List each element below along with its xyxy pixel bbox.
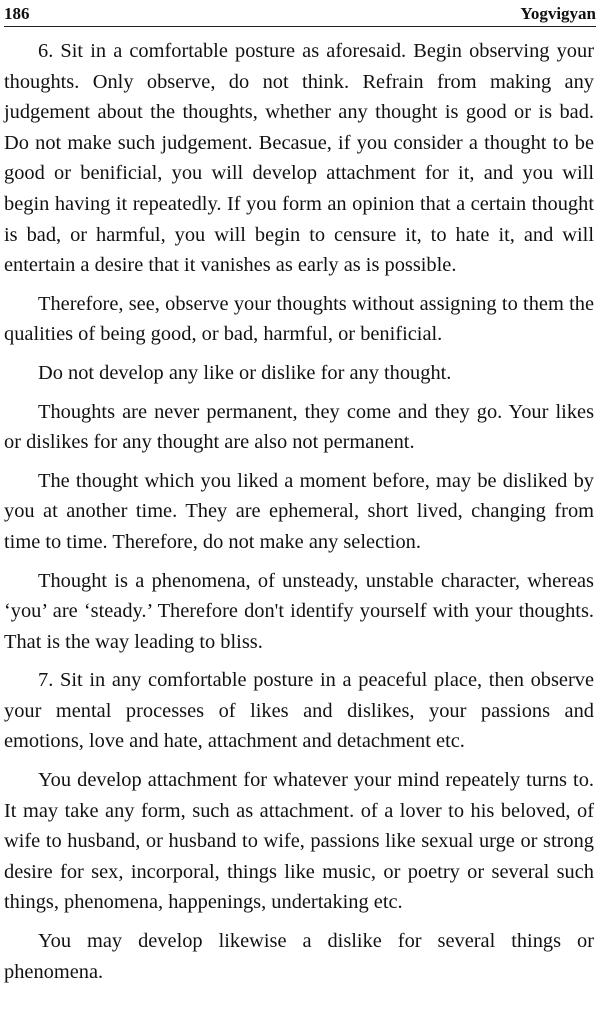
paragraph-4: Thoughts are never permanent, they come and they go. Your likes or dislikes for any thought are also not permanent. [4, 400, 594, 454]
page-number: 186 [4, 4, 30, 23]
body-text [4, 36, 594, 995]
running-title: Yogvigyan [520, 4, 596, 23]
paragraph-3: Do not develop any like or dislike for any thought. [38, 361, 452, 384]
paragraph-5: The thought which you liked a moment before, may be disliked by you at another time. They are ephemeral, short lived, changing from time to time. Therefore, do not make any selection. [4, 469, 594, 553]
paragraph-7: 7. Sit in any comfortable posture in a peaceful place, then observe your mental processes of likes and dislikes, your passions and emotions, love and hate, attachment and detachment etc. [4, 669, 594, 753]
paragraph-8: You develop attachment for whatever your mind repeately turns to. It may take any form, such as attachment. of a lover to his beloved, of wife to husband, or husband to wife, passions like sexual urge or strong desire for sex, incorporal, things like music, or poetry or several such things, phenomena, happenings, undertaking etc. [4, 769, 594, 914]
paragraph-6: Thought is a phenomena, of unsteady, unstable character, whereas ‘you’ are ‘steady.’ Therefore don't identify yourself with your thoughts. That is the way leading to bliss. [4, 569, 594, 653]
paragraph-9: You may develop likewise a dislike for several things or phenomena. [4, 930, 594, 983]
paragraph-1: 6. Sit in a comfortable posture as aforesaid. Begin observing your thoughts. Only observe, do not think. Refrain from making any judgement about the thoughts, whether any thought is good or is bad. Do not make such judgement. Becasue, if you consider a thought to be good or benificial, you will develop attachment for it, and you will begin having it repeatedly. If you form an opinion that a certain thought is bad, or harmful, you will begin to censure it, to hate it, and will entertain a desire that it vanishes as early as is possible. [4, 40, 594, 277]
page-header [4, 2, 596, 27]
paragraph-2: Therefore, see, observe your thoughts without assigning to them the qualities of being good, or bad, harmful, or benificial. [4, 292, 594, 346]
